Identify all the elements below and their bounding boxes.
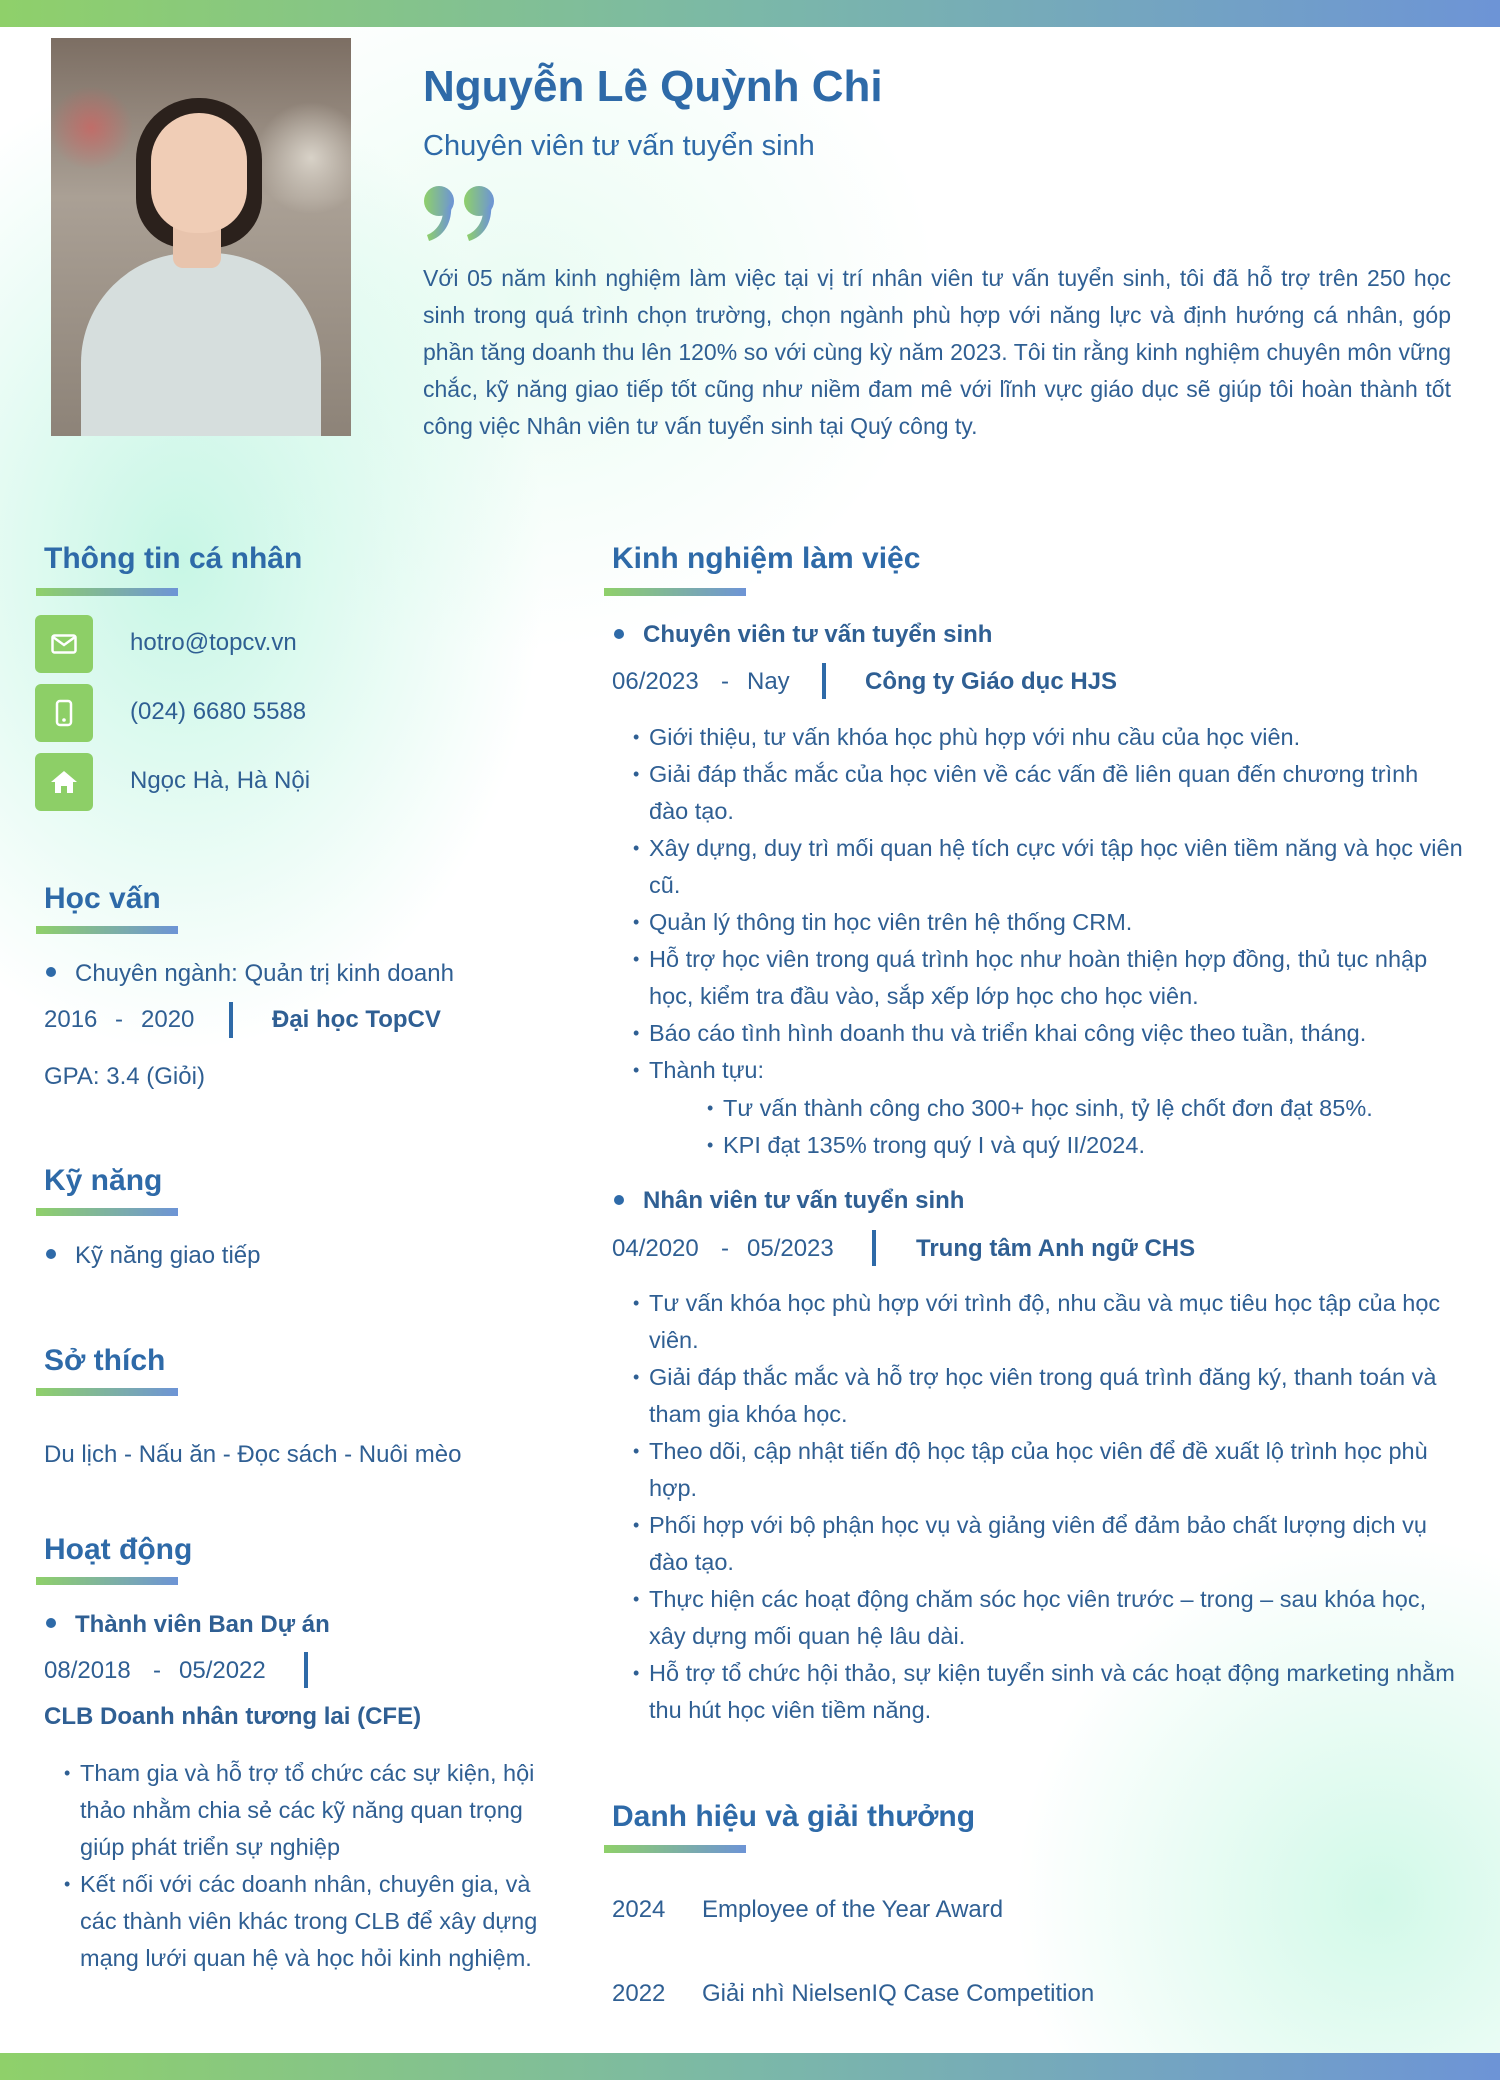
section-underline <box>36 926 178 934</box>
phone-text[interactable]: (024) 6680 5588 <box>130 698 307 725</box>
list-item: • Quản lý thông tin học viên trên hệ thống CRM. <box>633 904 1463 941</box>
list-item: • Tham gia và hỗ trợ tổ chức các sự kiện, hội thảo nhằm chia sẻ các kỹ năng quan trọng giúp phát triển sự nghiệp <box>64 1755 564 1866</box>
education-heading: Học vấn <box>44 882 161 915</box>
list-item: • Tư vấn thành công cho 300+ học sinh, tỷ lệ chốt đơn đạt 85%. <box>707 1090 1427 1127</box>
award-name: Employee of the Year Award <box>702 1896 1004 1923</box>
activity-bullets <box>64 1755 564 1977</box>
award-name: Giải nhì NielsenIQ Case Competition <box>702 1980 1095 2007</box>
section-underline <box>36 1208 178 1216</box>
list-item: • Thực hiện các hoạt động chăm sóc học viên trước – trong – sau khóa học, xây dựng mối quan hệ lâu dài. <box>633 1581 1463 1655</box>
date-divider <box>822 663 826 699</box>
date-divider <box>872 1230 876 1266</box>
candidate-title: Chuyên viên tư vấn tuyển sinh <box>423 130 815 162</box>
skill-item: Kỹ năng giao tiếp <box>75 1242 261 1269</box>
activity-org: CLB Doanh nhân tương lai (CFE) <box>44 1703 422 1730</box>
list-item: • Báo cáo tình hình doanh thu và triển khai công việc theo tuần, tháng. <box>633 1015 1463 1052</box>
activity-end: 05/2022 <box>179 1657 266 1684</box>
list-item: • Phối hợp với bộ phận học vụ và giảng viên để đảm bảo chất lượng dịch vụ đào tạo. <box>633 1507 1463 1581</box>
hobbies-text: Du lịch - Nấu ăn - Đọc sách - Nuôi mèo <box>44 1441 462 1468</box>
personal-info-heading: Thông tin cá nhân <box>44 542 303 575</box>
hobbies-heading: Sở thích <box>44 1344 166 1377</box>
job-end: 05/2023 <box>747 1235 834 1262</box>
home-icon <box>35 753 93 811</box>
mail-icon <box>35 615 93 673</box>
candidate-name: Nguyễn Lê Quỳnh Chi <box>423 62 883 111</box>
awards-heading: Danh hiệu và giải thưởng <box>612 1800 976 1833</box>
skills-heading: Kỹ năng <box>44 1164 163 1197</box>
education-major: Chuyên ngành: Quản trị kinh doanh <box>75 960 454 987</box>
section-underline <box>36 1388 178 1396</box>
list-item: • Giải đáp thắc mắc và hỗ trợ học viên trong quá trình đăng ký, thanh toán và tham gia khóa học. <box>633 1359 1463 1433</box>
award-year: 2024 <box>612 1896 666 1923</box>
activity-start: 08/2018 <box>44 1657 131 1684</box>
address-text: Ngọc Hà, Hà Nội <box>130 767 311 794</box>
date-separator: - <box>115 1006 123 1033</box>
top-band <box>0 0 1500 27</box>
bottom-band <box>0 2053 1500 2080</box>
job-title: Nhân viên tư vấn tuyển sinh <box>643 1187 965 1214</box>
profile-photo <box>51 38 351 436</box>
list-item: • KPI đạt 135% trong quý I và quý II/2024. <box>707 1127 1427 1164</box>
list-item: • Theo dõi, cập nhật tiến độ học tập của học viên để đề xuất lộ trình học phù hợp. <box>633 1433 1463 1507</box>
phone-icon <box>35 684 93 742</box>
job-start: 06/2023 <box>612 668 699 695</box>
bullet-dot <box>46 967 56 977</box>
date-separator: - <box>153 1657 161 1684</box>
job-company: Công ty Giáo dục HJS <box>865 668 1118 695</box>
date-separator: - <box>721 668 729 695</box>
job-start: 04/2020 <box>612 1235 699 1262</box>
education-start: 2016 <box>44 1006 98 1033</box>
date-separator: - <box>721 1235 729 1262</box>
job-title: Chuyên viên tư vấn tuyển sinh <box>643 621 993 648</box>
section-underline <box>604 588 746 596</box>
list-item: • Thành tựu: <box>633 1052 1463 1089</box>
education-gpa: GPA: 3.4 (Giỏi) <box>44 1063 205 1090</box>
activity-role: Thành viên Ban Dự án <box>75 1611 330 1638</box>
bullet-dot <box>46 1249 56 1259</box>
list-item: • Xây dựng, duy trì mối quan hệ tích cực với tập học viên tiềm năng và học viên cũ. <box>633 830 1463 904</box>
quote-icon <box>423 185 501 243</box>
date-divider <box>304 1652 308 1688</box>
career-summary: Với 05 năm kinh nghiệm làm việc tại vị trí nhân viên tư vấn tuyển sinh, tôi đã hỗ trợ trên 250 học sinh trong quá trình chọn trường, chọn ngành phù hợp với năng lực và định hướng cá nhân, góp phần tăng doanh thu lên 120% so với cùng kỳ năm 2023. Tôi tin rằng kinh nghiệm chuyên môn vững chắc, kỹ năng giao tiếp tốt cũng như niềm đam mê với lĩnh vực giáo dục sẽ giúp tôi hoàn thành tốt công việc Nhân viên tư vấn tuyển sinh tại Quý công ty. <box>423 265 1451 439</box>
achievement-bullets <box>707 1090 1427 1164</box>
bullet-dot <box>614 629 624 639</box>
list-item: • Hỗ trợ tổ chức hội thảo, sự kiện tuyển sinh và các hoạt động marketing nhằm thu hút học viên tiềm năng. <box>633 1655 1463 1729</box>
email-text[interactable]: hotro@topcv.vn <box>130 629 297 656</box>
job-bullets <box>633 719 1463 1089</box>
section-underline <box>36 588 178 596</box>
education-end: 2020 <box>141 1006 195 1033</box>
date-divider <box>229 1002 233 1038</box>
activities-heading: Hoạt động <box>44 1533 193 1566</box>
school-name: Đại học TopCV <box>272 1006 441 1033</box>
section-underline <box>36 1577 178 1585</box>
job-company: Trung tâm Anh ngữ CHS <box>916 1235 1196 1262</box>
list-item: • Giới thiệu, tư vấn khóa học phù hợp với nhu cầu của học viên. <box>633 719 1463 756</box>
job-bullets <box>633 1285 1463 1729</box>
list-item: • Hỗ trợ học viên trong quá trình học như hoàn thiện hợp đồng, thủ tục nhập học, kiểm tra đầu vào, sắp xếp lớp học cho học viên. <box>633 941 1463 1015</box>
job-end: Nay <box>747 668 790 695</box>
bullet-dot <box>614 1195 624 1205</box>
list-item: • Kết nối với các doanh nhân, chuyên gia, và các thành viên khác trong CLB để xây dựng mạng lưới quan hệ và học hỏi kinh nghiệm. <box>64 1866 564 1977</box>
list-item: • Tư vấn khóa học phù hợp với trình độ, nhu cầu và mục tiêu học tập của học viên. <box>633 1285 1463 1359</box>
award-year: 2022 <box>612 1980 666 2007</box>
section-underline <box>604 1845 746 1853</box>
list-item: • Giải đáp thắc mắc của học viên về các vấn đề liên quan đến chương trình đào tạo. <box>633 756 1463 830</box>
experience-heading: Kinh nghiệm làm việc <box>612 542 921 575</box>
bullet-dot <box>46 1618 56 1628</box>
